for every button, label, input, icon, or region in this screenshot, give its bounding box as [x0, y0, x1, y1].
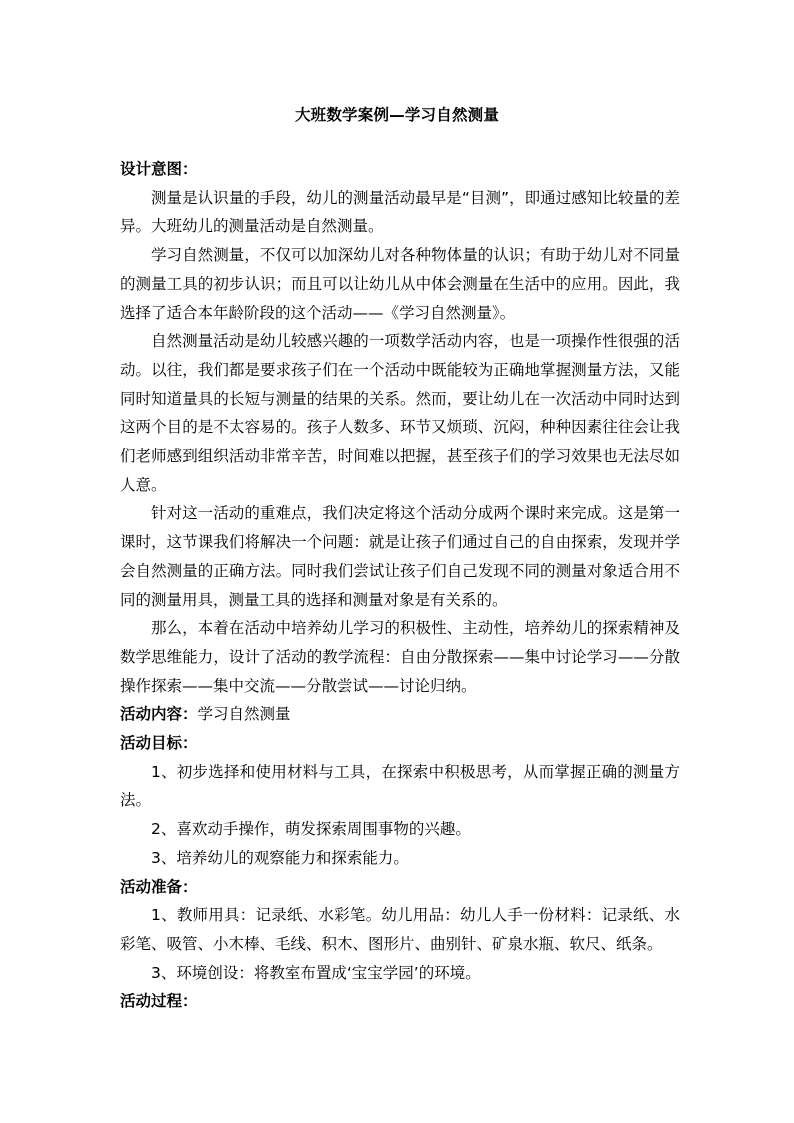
- document-title: 大班数学案例—学习自然测量: [294, 106, 500, 124]
- activity-goals-heading: 活动目标：: [120, 734, 198, 753]
- design-paragraph: 那么，本着在活动中培养幼儿学习的积极性、主动性，培养幼儿的探索精神及数学思维能力，设计了活动的教学流程：自由分散探索——集中讨论学习——分散操作探索——集中交流——分散尝试——讨论归纳。: [120, 619, 680, 695]
- activity-content-heading: 活动内容：: [120, 705, 198, 724]
- design-paragraph: 针对这一活动的重难点，我们决定将这个活动分成两个课时来完成。这是第一课时，这节课我们将解决一个问题：就是让孩子们通过自己的自由探索，发现并学会自然测量的正确方法。同时我们尝试让孩子们自己发现不同的测量对象适合用不同的测量用具，测量工具的选择和测量对象是有关系的。: [120, 504, 680, 609]
- prep-item: 1、教师用具：记录纸、水彩笔。幼儿用品：幼儿人手一份材料：记录纸、水彩笔、吸管、小木棒、毛线、积木、图形片、曲别针、矿泉水瓶、软尺、纸条。: [120, 906, 680, 953]
- activity-prep-heading: 活动准备：: [120, 877, 198, 896]
- goal-item: 1、初步选择和使用材料与工具，在探索中积极思考，从而掌握正确的测量方法。: [120, 762, 680, 810]
- design-paragraph: 自然测量活动是幼儿较感兴趣的一项数学活动内容，也是一项操作性很强的活动。以往，我们都是要求孩子们在一个活动中既能较为正确地掌握测量方法，又能同时知道量具的长短与测量的结果的关系。然而，要让幼儿在一次活动中同时达到这两个目的是不太容易的。孩子人数多、环节又烦琐、沉闷，种种因素往往会让我们老师感到组织活动非常辛苦，时间难以把握，甚至孩子们的学习效果也无法尽如人意。: [120, 332, 680, 494]
- goal-item: 3、培养幼儿的观察能力和探索能力。: [151, 848, 409, 867]
- design-paragraph: 测量是认识量的手段，幼儿的测量活动最早是“目测”，即通过感知比较量的差异。大班幼儿的测量活动是自然测量。: [120, 188, 680, 236]
- goal-item: 2、喜欢动手操作，萌发探索周围事物的兴趣。: [151, 820, 471, 839]
- activity-process-heading: 活动过程：: [120, 992, 198, 1011]
- prep-item: 3、环境创设：将教室布置成‘宝宝学园’的环境。: [151, 963, 481, 982]
- design-paragraph: 学习自然测量，不仅可以加深幼儿对各种物体量的认识；有助于幼儿对不同量的测量工具的初步认识；而且可以让幼儿从中体会测量在生活中的应用。因此，我选择了适合本年龄阶段的这个活动——《学习自然测量》。: [120, 246, 680, 322]
- activity-content-text: 学习自然测量: [197, 705, 291, 724]
- document-body: [120, 155, 680, 1016]
- design-intent-heading: 设计意图：: [120, 160, 198, 178]
- activity-content-line: [120, 700, 680, 729]
